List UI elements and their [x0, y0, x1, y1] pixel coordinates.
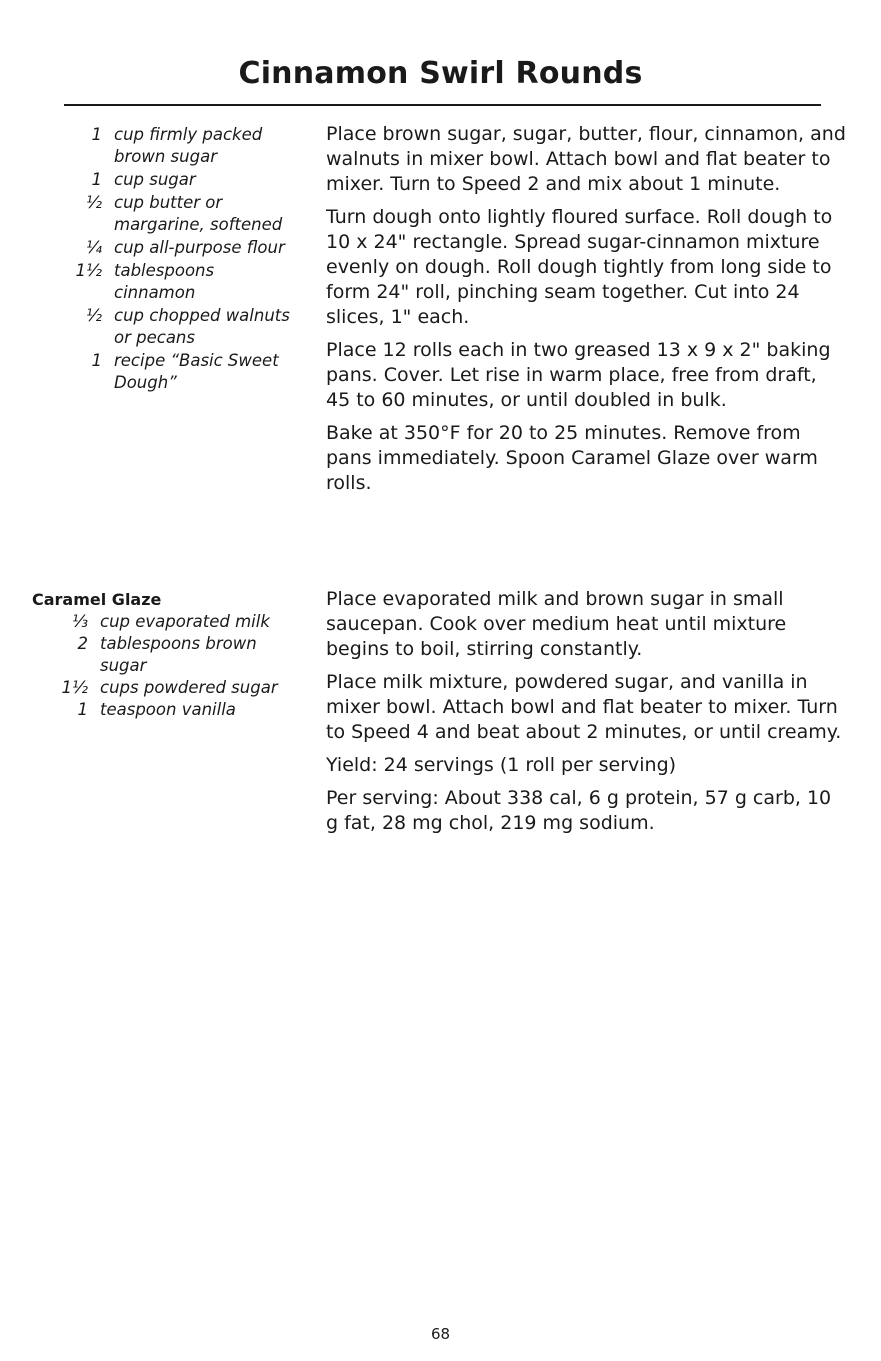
ingredient-item — [64, 260, 294, 304]
ingredient-name: recipe “Basic Sweet Dough” — [114, 351, 279, 392]
ingredient-name: tablespoons brown sugar — [100, 634, 257, 675]
ingredient-item — [50, 633, 290, 677]
ingredient-name: teaspoon vanilla — [100, 700, 236, 719]
ingredient-name: cup all-purpose flour — [114, 238, 285, 257]
ingredient-item — [64, 305, 294, 349]
ingredient-item — [50, 677, 290, 699]
ingredient-item — [64, 192, 294, 236]
title-divider — [64, 104, 821, 106]
ingredient-item — [50, 699, 290, 721]
ingredient-quantity: 1 — [91, 125, 102, 144]
direction-step: Place evaporated milk and brown sugar in small saucepan. Cook over medium heat until mixture begins to boil, stirring constantly. — [326, 588, 787, 660]
ingredient-quantity: 1 — [91, 170, 102, 189]
glaze-heading: Caramel Glaze — [32, 590, 162, 609]
ingredient-quantity: 2 — [77, 634, 88, 653]
ingredient-item — [64, 237, 294, 259]
ingredient-name: cup butter or margarine, softened — [114, 193, 283, 234]
ingredient-quantity: ½ — [86, 193, 102, 212]
recipe-directions — [326, 122, 846, 504]
ingredient-name: tablespoons cinnamon — [114, 261, 215, 302]
ingredient-quantity: 1½ — [75, 261, 102, 280]
direction-step: Bake at 350°F for 20 to 25 minutes. Remove from pans immediately. Spoon Caramel Glaze over warm rolls. — [326, 422, 818, 494]
ingredient-item — [64, 169, 294, 191]
direction-step: Place 12 rolls each in two greased 13 x 9 x 2" baking pans. Cover. Let rise in warm place, free from draft, 45 to 60 minutes, or until doubled in bulk. — [326, 339, 831, 411]
ingredient-name: cup firmly packed brown sugar — [114, 125, 263, 166]
ingredient-quantity: 1 — [91, 351, 102, 370]
direction-step: Turn dough onto lightly floured surface. Roll dough to 10 x 24" rectangle. Spread sugar-cinnamon mixture evenly on dough. Roll dough tightly from long side to form 24" roll, pinching seam together. Cut into 24 slices, 1" each. — [326, 206, 833, 328]
glaze-ingredient-list — [50, 611, 290, 721]
direction-step: Place milk mixture, powdered sugar, and vanilla in mixer bowl. Attach bowl and flat beater to mixer. Turn to Speed 4 and beat about 2 minutes, or until creamy. — [326, 671, 842, 743]
ingredient-item — [50, 611, 290, 633]
ingredient-item — [64, 124, 294, 168]
ingredient-quantity: ½ — [86, 306, 102, 325]
glaze-directions — [326, 587, 846, 844]
yield-text: Yield: 24 servings (1 roll per serving) — [326, 754, 677, 776]
ingredient-name: cup sugar — [114, 170, 196, 189]
ingredient-list — [64, 124, 294, 395]
nutrition-text: Per serving: About 338 cal, 6 g protein, 57 g carb, 10 g fat, 28 mg chol, 219 mg sodium. — [326, 787, 832, 834]
ingredient-quantity: ¼ — [86, 238, 102, 257]
ingredient-quantity: 1½ — [61, 678, 88, 697]
page-title: Cinnamon Swirl Rounds — [238, 56, 643, 91]
ingredient-name: cup chopped walnuts or pecans — [114, 306, 290, 347]
ingredient-name: cups powdered sugar — [100, 678, 278, 697]
direction-step: Place brown sugar, sugar, butter, flour, cinnamon, and walnuts in mixer bowl. Attach bowl and flat beater to mixer. Turn to Speed 2 and mix about 1 minute. — [326, 123, 846, 195]
ingredient-quantity: 1 — [77, 700, 88, 719]
ingredient-item — [64, 350, 294, 394]
ingredient-name: cup evaporated milk — [100, 612, 270, 631]
ingredient-quantity: ⅓ — [72, 612, 88, 631]
page-number: 68 — [430, 1325, 451, 1343]
